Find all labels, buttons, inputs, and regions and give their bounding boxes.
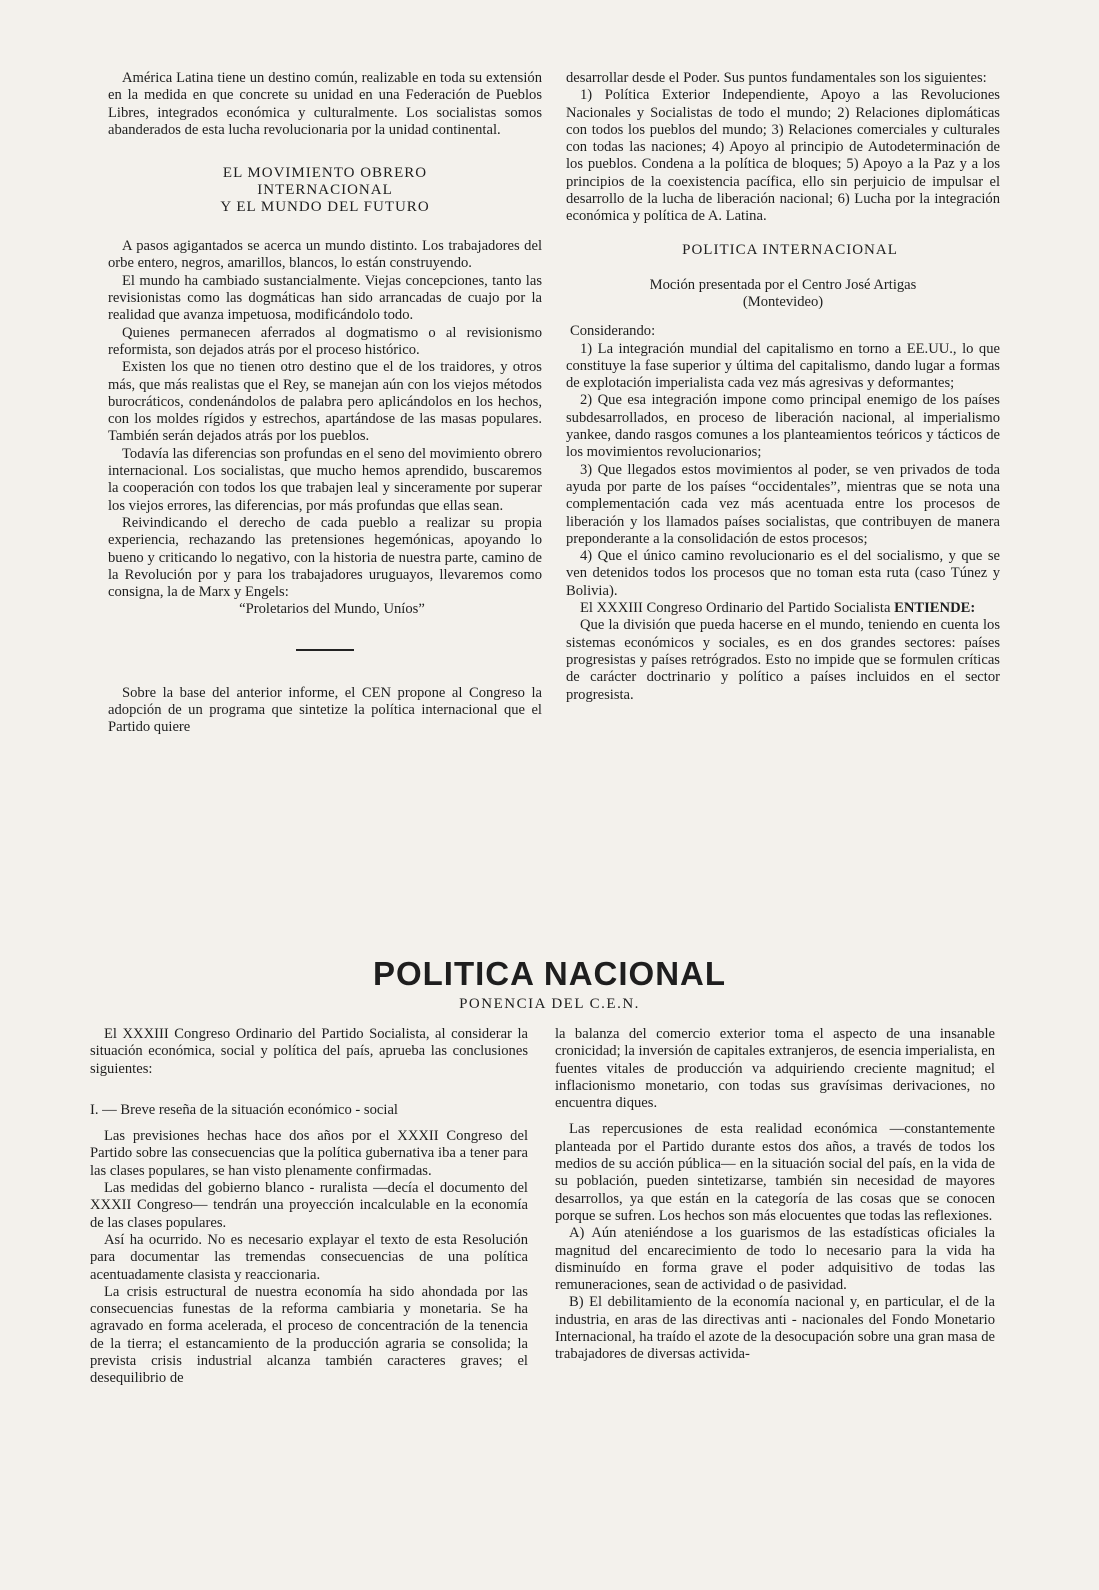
paragraph: Que la división que pueda hacerse en el mundo, teniendo en cuenta los sistemas económicos y sociales, es en dos grandes sectores: países progresistas y países retrógrados. Esto no impide que se formulen críticas de carácter doctrinario y político a países incluidos en el sector progresista. [566,617,1000,703]
paragraph: Las medidas del gobierno blanco - ruralista —decía el documento del XXXII Congreso— tendrán una proyección incalculable en la economía de las clases populares. [90,1180,528,1231]
paragraph: 1) La integración mundial del capitalismo en torno a EE.UU., lo que constituye la fase superior y última del capitalismo, dando lugar a formas de explotación imperialista cada vez más agresivas y deformantes; [566,340,1000,392]
entiende-intro: El XXXIII Congreso Ordinario del Partido Socialista [580,600,895,617]
motion-subheading [566,277,1000,312]
heading-line: EL MOVIMIENTO OBRERO [222,165,428,182]
paragraph: El XXXIII Congreso Ordinario del Partido Socialista, al considerar la situación económica, social y política del país, aprueba las conclusiones siguientes: [90,1026,528,1077]
paragraph: Así ha ocurrido. No es necesario explayar el texto de esta Resolución para documentar las tremendas consecuencias de una política acentuadamente clasista y reaccionaria. [90,1231,528,1283]
paragraph: 3) Que llegados estos movimientos al poder, se ven privados de toda ayuda por parte de los países “occidentales”, mientras que se nota una complementación cada vez más acentuada entre los procesos de liberación y los llamados países socialistas, que contribuyen de manera preponderante a la consolidación de estos procesos; [566,461,1000,547]
section-heading-movimiento-obrero [108,165,542,216]
heading-line: Y EL MUNDO DEL FUTURO [220,199,430,216]
paragraph: Sobre la base del anterior informe, el CEN propone al Congreso la adopción de un programa que sintetize la política internacional que el Partido quiere [108,684,542,736]
paragraph: 2) Que esa integración impone como principal enemigo de los países subdesarrollados, en proceso de liberación nacional, al imperialismo yankee, dando rasgos comunes a los planteamientos teóricos y tácticos de los movimientos revolucionarios; [566,392,1000,461]
paragraph: desarrollar desde el Poder. Sus puntos fundamentales son los siguientes: [566,70,987,86]
page-subtitle: PONENCIA DEL C.E.N. [459,996,640,1012]
entiende-label: ENTIENDE: [894,600,976,617]
paragraph: El mundo ha cambiado sustancialmente. Viejas concepciones, tanto las revisionistas como las dogmáticas han sido arrancadas de cuajo por la realidad que avanza impetuosa, modificándolo todo. [108,272,542,324]
left-top-column [108,70,542,737]
paragraph: Reivindicando el derecho de cada pueblo a realizar su propia experiencia, rechazando las pretensiones hegemónicas, apoyando lo bueno y criticando lo negativo, con la historia de nuestra parte, camino de la Revolución por y para los trabajadores uruguayos, llevaremos como consigna, la de Marx y Engels: [108,514,542,601]
paragraph: Todavía las diferencias son profundas en el seno del movimiento obrero internacional. Los socialistas, que mucho hemos aprendido, buscaremos la cooperación con todos los que trabajen leal y sinceramente por superar los viejos errores, las diferencias, por más profundas que ellas sean. [108,445,542,514]
paragraph: Las previsiones hechas hace dos años por el XXXII Congreso del Partido sobre las consecuencias que la política gubernativa iba a tener para las clases populares, se han visto plenamente confirmadas. [90,1128,528,1179]
paragraph: La crisis estructural de nuestra economía ha sido ahondada por las consecuencias funestas de la reforma cambiaria y monetaria. Se ha agravado en forma acelerada, el proceso de concentración de la tenencia de la tierra; el estancamiento de la producción agraria se consolida; la prevista crisis industrial alcanza también caracteres graves; el desequilibrio de [90,1283,528,1387]
paragraph: América Latina tiene un destino común, realizable en toda su extensión en la medida en que concrete su unidad en una Federación de Pueblos Libres, integrados económica y culturalmente. Los socialistas somos abanderados de esta lucha revolucionaria por la unidad continental. [108,70,542,138]
paragraph: 1) Política Exterior Independiente, Apoyo a las Revoluciones Nacionales y Socialistas de todo el mundo; 2) Relaciones diplomáticas con todos los pueblos del mundo; 3) Relaciones comerciales y culturales con todas las naciones; 4) Apoyo al principio de Autodeterminación de los pueblos. Condena a la política de bloques; 5) Apoyo a la Paz y a los principios de la coexistencia pacífica, ello sin perjuicio de impulsar el desarrollo de la lucha de liberación nacional; 6) Lucha por la integración económica y política de A. Latina. [566,87,1000,225]
paragraph: Quienes permanecen aferrados al dogmatismo o al revisionismo reformista, son dejados atrás por el proceso histórico. [108,324,542,358]
page-title: POLITICA NACIONAL [372,955,727,992]
paragraph: 4) Que el único camino revolucionario es el del socialismo, y que se ven detenidos todos los procesos que no toman esta ruta (caso Túnez y Bolivia). [566,548,1000,599]
paragraph: B) El debilitamiento de la economía nacional y, en particular, el de la industria, en aras de las directivas anti - nacionales del Fondo Monetario Internacional, ha traído el azote de la desocupación sobre una gran masa de trabajadores de diversas activida- [555,1294,995,1363]
subsection-heading: I. — Breve reseña de la situación económico - social [90,1101,398,1118]
right-bottom-column [555,1026,995,1364]
right-top-column [566,70,1000,704]
considerando-label: Considerando: [570,323,656,340]
quote: “Proletarios del Mundo, Uníos” [239,601,425,618]
divider [296,649,354,651]
motion-line: (Montevideo) [742,293,824,310]
paragraph: A pasos agigantados se acerca un mundo distinto. Los trabajadores del orbe entero, negros, amarillos, blancos, lo están construyendo. [108,238,542,272]
paragraph: A) Aún ateniéndose a los guarismos de las estadísticas oficiales la magnitud del encarecimiento de todo lo necesario para la vida ha disminuído en forma grave el poder adquisitivo de todas las remuneraciones, sean de actividad o de pasividad. [555,1225,995,1294]
paragraph [566,600,1000,617]
paragraph: la balanza del comercio exterior toma el aspecto de una insanable cronicidad; la inversión de capitales extranjeros, de esencia imperialista, en fuentes vitales de producción va adquiriendo creciente magnitud; el inflacionismo monetario, con todas sus gravísimas derivaciones, no encuentra diques. [555,1026,995,1112]
paragraph: Existen los que no tienen otro destino que el de los traidores, y otros más, que más realistas que el Rey, se manejan aún con los viejos métodos burocráticos, condenándolos de palabra pero aplicándolos en los hechos, con los moldes rígidos y estrechos, apartándose de las masas populares. También serán dejados atrás por los pueblos. [108,359,542,445]
left-bottom-column [90,1026,528,1388]
motion-line: Moción presentada por el Centro José Artigas [649,276,917,293]
section-heading-politica-internacional: POLITICA INTERNACIONAL [682,241,898,258]
paragraph: Las repercusiones de esta realidad económica —constantemente planteada por el Partido durante estos dos años, a través de todos los medios de su acción pública— en la situación social del país, en la vida de su población, pueden sintetizarse, también sin necesidad de mayores desarrollos, ya que están en la categoría de las cosas que se conocen porque se sufren. Los hechos son más elocuentes que todas las reflexiones. [555,1121,995,1224]
heading-line: INTERNACIONAL [257,182,393,199]
